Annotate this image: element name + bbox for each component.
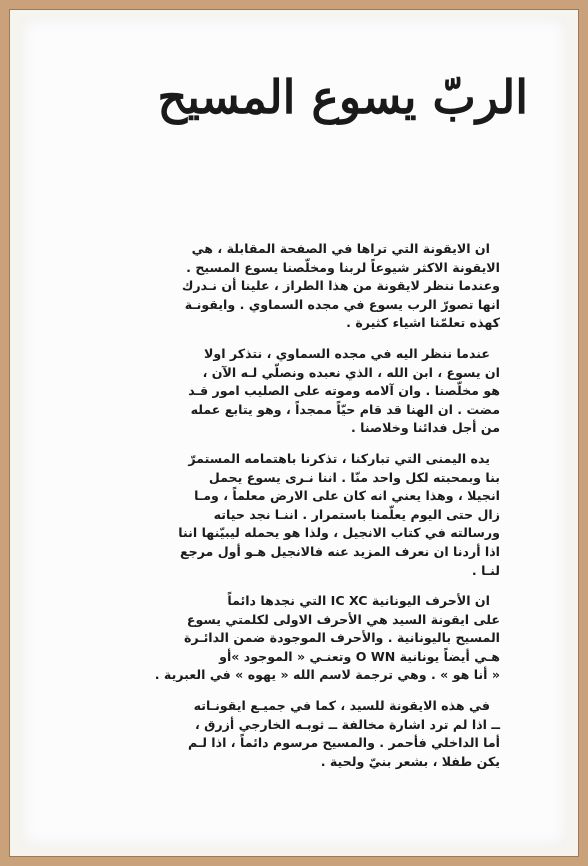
paragraph-2 xyxy=(40,345,500,438)
text-line: يكن طفلا ، بشعر بنيّ ولحية . xyxy=(320,753,500,769)
text-line: الايقونة الاكثر شيوعاً لربنا ومخلّصنا يسوع المسيح . xyxy=(186,259,500,275)
text-line: عندما ننظر اليه في مجده السماوي ، نتذكر اولا xyxy=(204,345,490,361)
text-line: ورسالته في كتاب الانجيل ، ولذا هو يحمله ليبيّنها اننا xyxy=(178,525,500,541)
text-line: من أجل فدائنا وخلاصنا . xyxy=(350,420,500,436)
text-line: مضت . ان الهنا قد قام حيّاً ممجداً ، وهو يتابع عمله xyxy=(190,401,500,417)
text-line: لنـا . xyxy=(471,562,500,578)
text-line: اذا أردنا ان نعرف المزيد عنه فالانجيل هـو أول مرجع xyxy=(180,543,500,559)
page-title: الربّ يسوع المسيح xyxy=(157,70,528,124)
text-line: ان الأحرف اليونانية IC XC التي نجدها دائماً xyxy=(227,593,490,609)
text-line: على ايقونة السيد هي الأحرف الاولى لكلمتي يسوع xyxy=(186,611,500,627)
text-line: كهذه تعلمّنا اشياء كثيرة . xyxy=(346,315,500,331)
paragraph-4 xyxy=(40,592,500,685)
article-body xyxy=(40,240,500,783)
text-line: « أنا هو » . وهي ترجمة لاسم الله « يهوه » في العبرية . xyxy=(154,667,500,683)
text-line: هو مخلّصنا . وان آلامه وموته على الصليب امور قـد xyxy=(188,383,500,399)
text-line: هـي أيضاً يونانية O WN وتعنـي « الموجود »أو xyxy=(219,648,500,664)
text-line: انها تصورّ الرب يسوع في مجده السماوي . وايقونـة xyxy=(184,296,500,312)
paragraph-1 xyxy=(40,240,500,333)
text-line: انجيلا ، وهذا يعني انه كان على الارض معلماً ، ومـا xyxy=(194,488,500,504)
text-line: المسيح باليونانية . والأحرف الموجودة ضمن الدائـرة xyxy=(184,630,500,646)
text-line: أما الداخلي فأحمر . والمسيح مرسوم دائماً ، اذا لـم xyxy=(188,735,500,751)
paragraph-3 xyxy=(40,450,500,580)
text-line: بنا وبمحبته لكل واحد منّا . اننا نـرى يسوع يحمل xyxy=(208,469,500,485)
text-line: ان يسوع ، ابن الله ، الذي نعبده ونصلّي لـه الآن ، xyxy=(202,364,500,380)
text-line: في هذه الايقونة للسيد ، كما في جميـع ايقونـاته xyxy=(193,698,490,714)
text-line: زال حتى اليوم يعلّمنا باستمرار . اننـا نجد حياته xyxy=(213,506,500,522)
paragraph-5 xyxy=(40,697,500,771)
text-line: وعندما ننظر لايقونة من هذا الطراز ، علينا أن نـدرك xyxy=(181,278,500,294)
text-line: يده اليمنى التي تباركنا ، تذكرنا باهتمامه المستمرّ xyxy=(188,450,490,466)
text-line: ان الايقونة التي تراها في الصفحة المقابلة ، هي xyxy=(191,241,490,256)
text-line: ــ اذا لم ترد اشارة مخالفة ــ ثوبـه الخارجي أزرق ، xyxy=(194,716,500,732)
